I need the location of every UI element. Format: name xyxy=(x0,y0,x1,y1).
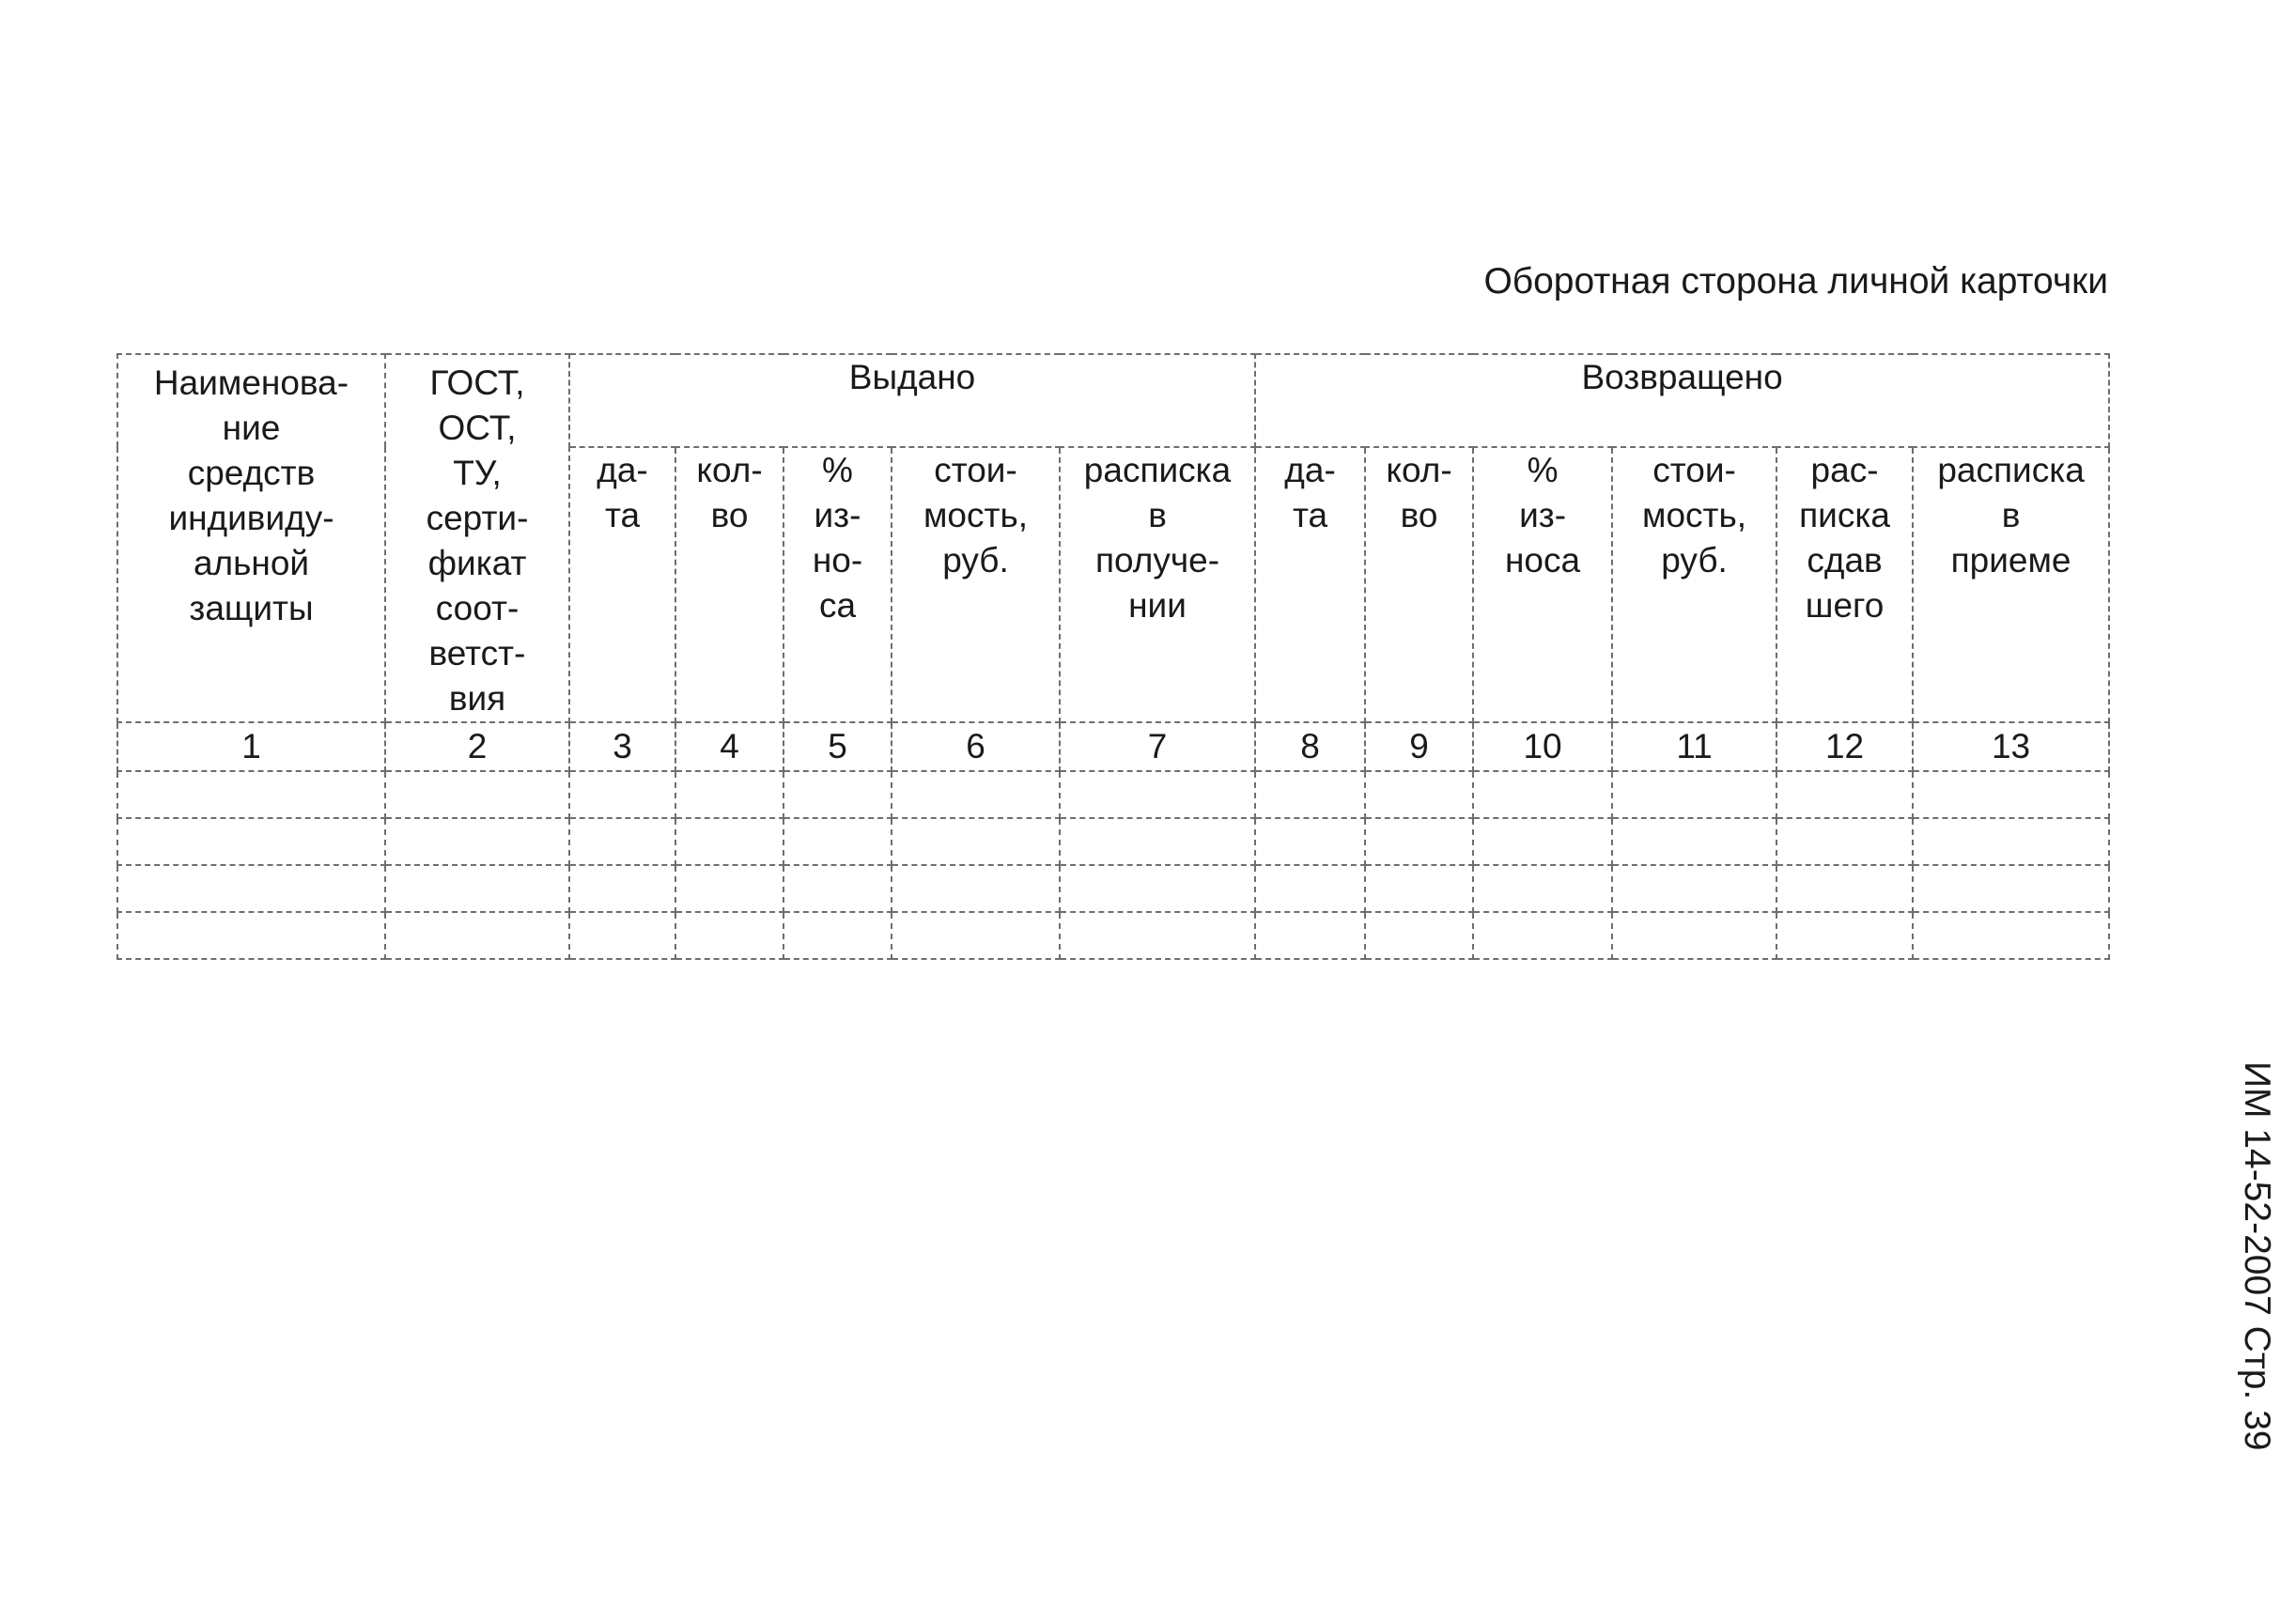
group-header-returned: Возвращено xyxy=(1255,354,2109,447)
col-header-issued-cost: стои- мость, руб. xyxy=(892,447,1060,723)
col-header-issued-receipt: расписка в получе- нии xyxy=(1060,447,1255,723)
column-number: 11 xyxy=(1612,722,1776,771)
empty-cell xyxy=(783,865,892,912)
empty-cell xyxy=(1365,818,1473,865)
empty-cell xyxy=(892,865,1060,912)
column-number: 1 xyxy=(117,722,385,771)
empty-cell xyxy=(1255,818,1365,865)
column-number-row xyxy=(117,722,2109,771)
col-header-issued-qty: кол- во xyxy=(675,447,783,723)
empty-cell xyxy=(117,771,385,818)
page-footer-side xyxy=(2223,1061,2296,1503)
header-row-group xyxy=(117,354,2109,447)
empty-cell xyxy=(385,771,569,818)
empty-cell xyxy=(1612,865,1776,912)
empty-cell xyxy=(1913,771,2109,818)
group-header-issued: Выдано xyxy=(569,354,1255,447)
empty-cell xyxy=(569,771,675,818)
empty-cell xyxy=(783,771,892,818)
column-number: 6 xyxy=(892,722,1060,771)
table-row xyxy=(117,912,2109,959)
document-page-label: ИМ 14-52-2007 Стр. 39 xyxy=(2237,1061,2277,1451)
column-number: 8 xyxy=(1255,722,1365,771)
empty-cell xyxy=(1255,912,1365,959)
table-row xyxy=(117,818,2109,865)
col-header-issued-wear: % из- но- са xyxy=(783,447,892,723)
empty-cell xyxy=(1776,865,1913,912)
empty-cell xyxy=(569,912,675,959)
column-number: 7 xyxy=(1060,722,1255,771)
empty-cell xyxy=(1255,865,1365,912)
column-number: 4 xyxy=(675,722,783,771)
empty-cell xyxy=(675,912,783,959)
empty-cell xyxy=(783,912,892,959)
empty-cell xyxy=(385,865,569,912)
empty-cell xyxy=(892,818,1060,865)
empty-cell xyxy=(1365,865,1473,912)
col-header-returned-cost: стои- мость, руб. xyxy=(1612,447,1776,723)
col-header-returned-surrender-receipt: рас- писка сдав шего xyxy=(1776,447,1913,723)
col-header-returned-qty: кол- во xyxy=(1365,447,1473,723)
col-header-returned-date: да- та xyxy=(1255,447,1365,723)
col-header-issued-date: да- та xyxy=(569,447,675,723)
column-number: 10 xyxy=(1473,722,1612,771)
empty-cell xyxy=(1473,771,1612,818)
empty-cell xyxy=(1473,818,1612,865)
empty-cell xyxy=(1060,818,1255,865)
empty-cell xyxy=(1612,912,1776,959)
empty-cell xyxy=(1913,818,2109,865)
empty-cell xyxy=(1473,865,1612,912)
empty-cell xyxy=(1913,912,2109,959)
empty-cell xyxy=(675,865,783,912)
col-header-ppe-name: Наименова- ние средств индивиду- альной защиты xyxy=(117,354,385,722)
empty-cell xyxy=(569,818,675,865)
col-header-returned-accept-receipt: расписка в приеме xyxy=(1913,447,2109,723)
empty-cell xyxy=(783,818,892,865)
column-number: 5 xyxy=(783,722,892,771)
empty-cell xyxy=(1776,912,1913,959)
empty-cell xyxy=(385,818,569,865)
empty-cell xyxy=(117,865,385,912)
table-row xyxy=(117,865,2109,912)
empty-cell xyxy=(675,818,783,865)
empty-cell xyxy=(1060,771,1255,818)
column-number: 13 xyxy=(1913,722,2109,771)
empty-cell xyxy=(1612,771,1776,818)
empty-cell xyxy=(1255,771,1365,818)
empty-cell xyxy=(1473,912,1612,959)
empty-cell xyxy=(1365,912,1473,959)
empty-cell xyxy=(117,912,385,959)
empty-cell xyxy=(1776,771,1913,818)
table-row xyxy=(117,771,2109,818)
empty-cell xyxy=(1612,818,1776,865)
empty-cell xyxy=(569,865,675,912)
empty-cell xyxy=(1776,818,1913,865)
col-header-standard: ГОСТ, ОСТ, ТУ, серти- фикат соот- ветст- вия xyxy=(385,354,569,722)
personal-card-table xyxy=(116,353,2110,960)
column-number: 3 xyxy=(569,722,675,771)
empty-cell xyxy=(675,771,783,818)
empty-cell xyxy=(892,771,1060,818)
column-number: 9 xyxy=(1365,722,1473,771)
page-caption: Оборотная сторона личной карточки xyxy=(1483,261,2108,301)
empty-cell xyxy=(385,912,569,959)
col-header-returned-wear: % из- носа xyxy=(1473,447,1612,723)
empty-cell xyxy=(1913,865,2109,912)
column-number: 2 xyxy=(385,722,569,771)
empty-cell xyxy=(1365,771,1473,818)
empty-cell xyxy=(117,818,385,865)
empty-cell xyxy=(1060,865,1255,912)
empty-cell xyxy=(1060,912,1255,959)
column-number: 12 xyxy=(1776,722,1913,771)
empty-cell xyxy=(892,912,1060,959)
